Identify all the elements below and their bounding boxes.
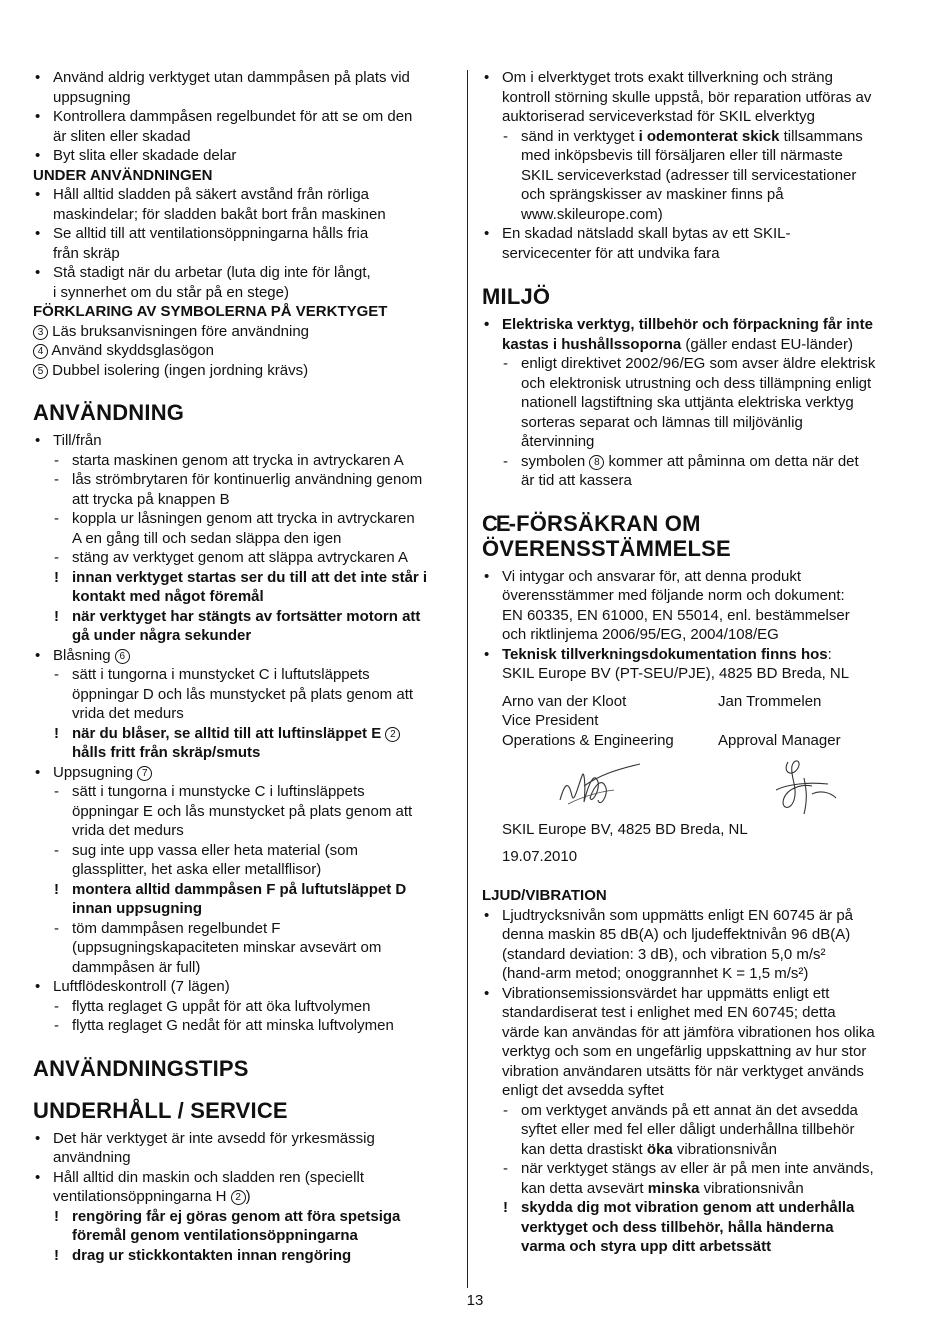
noise-dash-2: - när verktyget stängs av eller är på men inte används, bbox=[482, 1159, 910, 1179]
bullet-item: • Om i elverktyget trots exakt tillverkning och sträng bbox=[482, 68, 910, 88]
symbol-text: Använd skyddsglasögon bbox=[51, 342, 214, 359]
symbol-number-badge: 3 bbox=[33, 325, 48, 340]
intro-list bbox=[33, 68, 453, 166]
blowing-warning bbox=[33, 724, 453, 744]
service-b1 bbox=[33, 1129, 453, 1168]
env-bullet-cont bbox=[482, 335, 910, 355]
symbol-item bbox=[33, 341, 453, 361]
signature-left-icon bbox=[554, 756, 644, 816]
dash-item-cont: att trycka på knappen B bbox=[72, 490, 230, 508]
blowing-list bbox=[33, 665, 453, 724]
suction-list bbox=[33, 782, 453, 977]
signature-right-icon bbox=[768, 754, 848, 818]
service-warning-list bbox=[33, 1207, 453, 1266]
bullet-item-cont: denna maskin 85 dB(A) och ljudeffektnivån 96 dB(A) bbox=[502, 926, 851, 943]
noise-heading: LJUD/VIBRATION bbox=[482, 887, 607, 904]
onoff-list bbox=[33, 451, 453, 646]
dash-item: - flytta reglaget G uppåt för att öka luftvolymen bbox=[33, 997, 453, 1017]
repair-dash-1 bbox=[482, 127, 910, 147]
symbol-number-badge: 8 bbox=[589, 455, 604, 470]
onoff-label: • Till/från bbox=[33, 431, 453, 451]
dash-item-cont: öppningar E och lås munstycket på plats genom att bbox=[72, 802, 413, 820]
signatory-right bbox=[718, 692, 841, 751]
warn-item-cont: innan uppsugning bbox=[72, 900, 202, 917]
repair-d1-rest bbox=[482, 146, 910, 224]
list-text: symbolen bbox=[521, 452, 586, 470]
signatory-title: Vice President bbox=[502, 712, 599, 729]
symbols-heading: FÖRKLARING AV SYMBOLERNA PÅ VERKTYGET bbox=[33, 303, 388, 320]
dash-item-cont: med inköpsbevis till försäljaren eller till närmaste bbox=[521, 147, 843, 164]
suction-label: Uppsugning bbox=[53, 763, 134, 781]
list-text: vibrationsnivån bbox=[672, 1140, 777, 1158]
bullet-item-cont: och riktlinjema 2006/95/EG, 2004/108/EG bbox=[502, 626, 779, 643]
dash-item-cont: och sprängskisser av maskiner finns på bbox=[521, 186, 784, 203]
dash-item: - lås strömbrytaren för kontinuerlig användning genom bbox=[33, 470, 453, 490]
warn-item-cont: verktyget och dess tillbehör, hålla händerna bbox=[521, 1218, 834, 1236]
bullet-item-cont: enligt det avsedda syftet bbox=[502, 1082, 664, 1099]
signature-date: 19.07.2010 bbox=[502, 847, 578, 865]
bullet-item: • Vibrationsemissionsvärdet har uppmätts enligt ett bbox=[482, 984, 910, 1004]
list-text: ventilationsöppningarna H bbox=[53, 1188, 227, 1205]
list-text-bold: kastas i hushållssoporna bbox=[502, 335, 682, 353]
warn-item-cont: föremål genom ventilationsöppningarna bbox=[72, 1227, 358, 1244]
list-text: Håll alltid din maskin och sladden ren (speciellt bbox=[53, 1168, 364, 1186]
bullet-item-cont: standardiserat test i enlighet med EN 60745; detta bbox=[502, 1004, 836, 1021]
dash-item-cont: SKIL serviceverkstad (adresser till servicestationer bbox=[521, 166, 857, 184]
bullet-item-cont: överensstämmer med följande norm och dokument: bbox=[502, 587, 845, 604]
symbol-number-badge: 2 bbox=[231, 1190, 246, 1205]
bullet-item-cont: servicecenter för att undvika fara bbox=[502, 244, 720, 262]
bullet-item: • Håll alltid sladden på säkert avstånd från rörliga bbox=[33, 185, 453, 205]
dash-item-cont: vrida det medurs bbox=[72, 705, 184, 722]
signatory-dept: Approval Manager bbox=[718, 731, 841, 749]
tips-heading: ANVÄNDNINGSTIPS bbox=[33, 1055, 249, 1081]
env-bullet: • Elektriska verktyg, tillbehör och förpackning får inte bbox=[482, 315, 910, 335]
repair-b1 bbox=[482, 68, 910, 127]
service-heading: UNDERHÅLL / SERVICE bbox=[33, 1097, 288, 1123]
bullet-item-cont: auktoriserad serviceverkstad för SKIL elverktyg bbox=[502, 108, 815, 125]
warning-text: när du blåser, se alltid till att luftinsläppet E bbox=[72, 724, 382, 742]
ce-bullet-2-cont: SKIL Europe BV (PT-SEU/PJE), 4825 BD Breda, NL bbox=[502, 665, 850, 682]
list-text: sänd in verktyget bbox=[521, 127, 639, 145]
dash-item-cont: öppningar D och lås munstycket på plats genom att bbox=[72, 685, 414, 703]
list-text: tillsammans bbox=[779, 127, 863, 145]
symbol-number-badge: 6 bbox=[115, 649, 130, 664]
suction-item bbox=[33, 763, 453, 783]
bullet-item-cont: användning bbox=[53, 1149, 131, 1166]
dash-item: - enligt direktivet 2002/96/EG som avser äldre elektrisk bbox=[482, 354, 910, 374]
noise-d2-last bbox=[482, 1179, 910, 1199]
bullet-item: • Det här verktyget är inte avsedd för yrkesmässig bbox=[33, 1129, 453, 1149]
noise-d1 bbox=[482, 1101, 910, 1140]
bullet-item: • Stå stadigt när du arbetar (luta dig inte för långt, bbox=[33, 263, 453, 283]
dash-item-cont: glassplitter, het aska eller metallflisor) bbox=[72, 861, 322, 878]
symbol-number-badge: 7 bbox=[137, 766, 152, 781]
dash-item: - stäng av verktyget genom att släppa avtryckaren A bbox=[33, 548, 453, 568]
dash-item-cont: och elektronisk utrustning och dess tillämpning enligt bbox=[521, 374, 872, 392]
list-text: kan detta drastiskt bbox=[521, 1140, 647, 1158]
ce-mark-icon: CE bbox=[482, 510, 509, 536]
page-number: 13 bbox=[466, 1292, 484, 1309]
paren-close: ) bbox=[245, 1188, 251, 1205]
list-text: vibrationsnivån bbox=[699, 1179, 804, 1197]
dash-item-cont: vrida det medurs bbox=[72, 822, 184, 839]
noise-d1-last bbox=[482, 1140, 910, 1160]
usage-heading: ANVÄNDNING bbox=[33, 400, 185, 425]
repair-b2 bbox=[482, 224, 910, 263]
bullet-item-cont: (hand-arm metod; onoggrannhet K = 1,5 m/s²) bbox=[502, 965, 809, 982]
warn-item-cont: varma och styra upp ditt arbetssätt bbox=[521, 1238, 772, 1255]
list-text: : bbox=[827, 645, 832, 663]
bullet-item-cont: från skräp bbox=[53, 244, 120, 262]
signatory-left bbox=[502, 692, 718, 751]
dash-item-cont: dammpåsen är full) bbox=[72, 958, 201, 976]
bullet-item: • Byt slita eller skadade delar bbox=[33, 146, 453, 166]
bullet-item-cont: i synnerhet om du står på en stege) bbox=[53, 283, 289, 301]
bullet-item: • Kontrollera dammpåsen regelbundet för att se om den bbox=[33, 107, 453, 127]
bullet-item: • Ljudtrycksnivån som uppmätts enligt EN 60745 är på bbox=[482, 906, 910, 926]
bullet-item: • En skadad nätsladd skall bytas av ett SKIL- bbox=[482, 224, 910, 244]
during-use-list bbox=[33, 185, 453, 302]
env-d1 bbox=[482, 354, 910, 452]
noise-b1 bbox=[482, 906, 910, 984]
dash-item-cont: syftet eller med fel eller dåligt underhållna tillbehör bbox=[521, 1121, 855, 1138]
company-line: SKIL Europe BV, 4825 BD Breda, NL bbox=[502, 821, 748, 838]
warn-item: ! skydda dig mot vibration genom att underhålla bbox=[482, 1198, 910, 1218]
symbol-item bbox=[33, 361, 453, 381]
list-text: (gäller endast EU-länder) bbox=[681, 335, 853, 353]
ce-heading-text: -FÖRSÄKRAN OM bbox=[508, 510, 701, 536]
warn-item: ! montera alltid dammpåsen F på luftutsläppet D bbox=[33, 880, 453, 900]
warn-item-cont: kontakt med något föremål bbox=[72, 588, 264, 605]
service-b2 bbox=[33, 1168, 453, 1188]
noise-b2 bbox=[482, 984, 910, 1101]
blowing-item bbox=[33, 646, 453, 666]
symbol-text: Dubbel isolering (ingen jordning krävs) bbox=[52, 361, 309, 379]
airflow-list bbox=[33, 997, 453, 1036]
bullet-item-cont: värde kan användas för att jämföra vibrationen hos olika bbox=[502, 1023, 875, 1041]
dash-item-cont: (uppsugningskapaciteten minskar avsevärt om bbox=[72, 939, 382, 956]
env-heading: MILJÖ bbox=[482, 284, 551, 309]
column-divider bbox=[467, 70, 468, 1288]
symbol-item bbox=[33, 322, 453, 342]
blowing-label: Blåsning bbox=[53, 646, 111, 664]
dash-item: - flytta reglaget G nedåt för att minska luftvolymen bbox=[33, 1016, 453, 1036]
warn-item: ! innan verktyget startas ser du till att det inte står i bbox=[33, 568, 453, 588]
dash-item: - koppla ur låsningen genom att trycka in avtryckaren bbox=[33, 509, 453, 529]
list-text-bold: öka bbox=[646, 1140, 673, 1158]
list-text: kommer att påminna om detta när det bbox=[608, 452, 859, 470]
bullet-item: • Använd aldrig verktyget utan dammpåsen på plats vid bbox=[33, 68, 453, 88]
list-text-bold: minska bbox=[647, 1179, 700, 1197]
left-column bbox=[33, 68, 453, 1265]
bullet-item-cont: vibration användaren utsätts för när verktyget används bbox=[502, 1062, 864, 1080]
symbols-list bbox=[33, 322, 453, 381]
symbol-number-badge: 2 bbox=[385, 727, 400, 742]
signatory-dept: Operations & Engineering bbox=[502, 731, 674, 749]
signatory-table bbox=[482, 692, 910, 751]
dash-item-cont: A en gång till och sedan släppa den igen bbox=[72, 529, 342, 547]
service-b2-cont bbox=[33, 1187, 453, 1207]
dash-item-cont: www.skileurope.com) bbox=[521, 205, 663, 223]
symbol-number-badge: 4 bbox=[33, 344, 48, 359]
dash-item: - om verktyget används på ett annat än det avsedda bbox=[482, 1101, 910, 1121]
dash-item: - starta maskinen genom att trycka in avtryckaren A bbox=[33, 451, 453, 471]
dash-item: - töm dammpåsen regelbundet F bbox=[33, 919, 453, 939]
warn-item-cont: gå under några sekunder bbox=[72, 627, 252, 644]
env-dash-2-cont: är tid att kassera bbox=[521, 472, 632, 489]
signatory-title bbox=[718, 711, 841, 731]
ce-b1 bbox=[482, 567, 910, 645]
bullet-item-cont: kontroll störning skulle uppstå, bör reparation utföras av bbox=[502, 88, 872, 106]
symbol-number-badge: 5 bbox=[33, 364, 48, 379]
bullet-item-cont: EN 60335, EN 61000, EN 55014, enl. bestämmelser bbox=[502, 606, 850, 624]
env-dash-2 bbox=[482, 452, 910, 472]
bullet-item-cont: (standard deviation: 3 dB), och vibration 5,0 m/s² bbox=[502, 945, 826, 963]
list-text-bold: Teknisk tillverkningsdokumentation finns hos bbox=[502, 645, 828, 663]
bullet-item-cont: maskindelar; för sladden bakåt bort från maskinen bbox=[53, 205, 386, 223]
bullet-item-cont: är sliten eller skadad bbox=[53, 127, 191, 145]
ce-heading-line2: ÖVERENSSTÄMMELSE bbox=[482, 535, 731, 561]
during-use-heading: UNDER ANVÄNDNINGEN bbox=[33, 166, 213, 184]
bullet-item: • Vi intygar och ansvarar för, att denna produkt bbox=[482, 567, 910, 587]
bullet-item-cont: verktyg och som en ungefärlig uppskattning av hur stor bbox=[502, 1043, 867, 1060]
list-text-bold: i odemonterat skick bbox=[638, 127, 780, 145]
dash-item: - sätt i tungorna i munstycket C i luftutsläppets bbox=[33, 665, 453, 685]
dash-item-cont: nationell lagstiftning ska uttjänta elektriska verktyg bbox=[521, 394, 854, 411]
signatory-name: Jan Trommelen bbox=[718, 692, 822, 710]
signatory-name: Arno van der Kloot bbox=[502, 692, 627, 710]
bullet-item: • Se alltid till att ventilationsöppningarna hålls fria bbox=[33, 224, 453, 244]
list-text: kan detta avsevärt bbox=[521, 1179, 648, 1197]
warn-item: ! rengöring får ej göras genom att föra spetsiga bbox=[33, 1207, 453, 1227]
airflow-label: • Luftflödeskontroll (7 lägen) bbox=[33, 977, 453, 997]
dash-item: - sug inte upp vassa eller heta material (som bbox=[33, 841, 453, 861]
warn-item: ! när verktyget har stängts av fortsätter motorn att bbox=[33, 607, 453, 627]
signatures bbox=[482, 754, 910, 822]
dash-item: - sätt i tungorna i munstycke C i luftinsläppets bbox=[33, 782, 453, 802]
right-column bbox=[482, 68, 910, 1257]
noise-warn bbox=[482, 1198, 910, 1257]
ce-heading bbox=[482, 511, 910, 536]
ce-bullet-2 bbox=[482, 645, 910, 665]
symbol-text: Läs bruksanvisningen före användning bbox=[52, 322, 310, 340]
warning-text-cont: hålls fritt från skräp/smuts bbox=[72, 744, 261, 761]
warn-item: ! drag ur stickkontakten innan rengöring bbox=[33, 1246, 453, 1266]
bullet-item-cont: uppsugning bbox=[53, 88, 131, 106]
dash-item-cont: återvinning bbox=[521, 433, 595, 450]
dash-item-cont: sorteras separat och lämnas till miljövänlig bbox=[521, 413, 803, 431]
